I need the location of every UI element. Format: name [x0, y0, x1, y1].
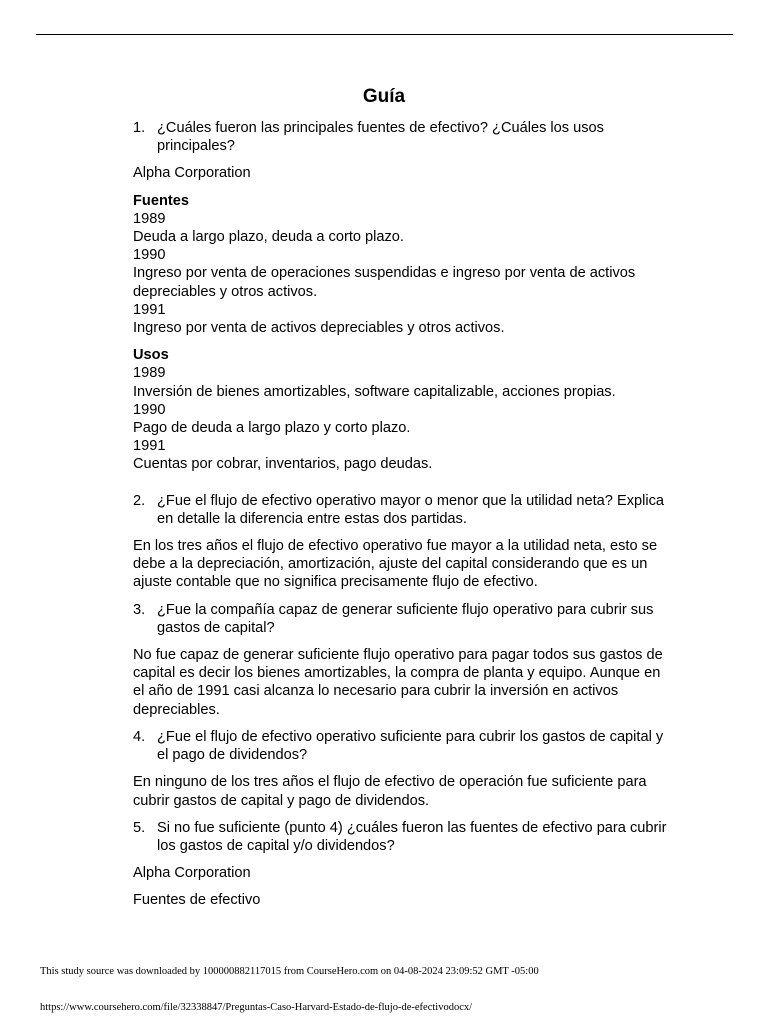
- usos-text-1991: Cuentas por cobrar, inventarios, pago deudas.: [133, 456, 433, 473]
- question-4: [133, 728, 673, 764]
- fuentes-heading: Fuentes: [133, 192, 189, 209]
- question-text: ¿Fue el flujo de efectivo operativo suficiente para cubrir los gastos de capital y el pago de dividendos?: [157, 728, 664, 764]
- question-number: 4.: [133, 728, 146, 745]
- question-text: ¿Cuáles fueron las principales fuentes de efectivo? ¿Cuáles los usos principales?: [157, 120, 604, 155]
- question-number: 2.: [133, 492, 146, 509]
- fuentes-de-efectivo-label: Fuentes de efectivo: [133, 892, 261, 909]
- usos-year-1989: 1989: [133, 365, 166, 382]
- fuentes-text-1990: Ingreso por venta de operaciones suspendidas e ingreso por venta de activos depreciables y otros activos.: [133, 265, 636, 300]
- question-text: ¿Fue la compañía capaz de generar suficiente flujo operativo para cubrir sus gastos de capital?: [157, 601, 654, 636]
- answer-4: En ninguno de los tres años el flujo de efectivo de operación fue suficiente para cubrir gastos de capital y pago de dividendos.: [133, 774, 647, 809]
- fuentes-text-1989: Deuda a largo plazo, deuda a corto plazo.: [133, 229, 404, 246]
- usos-text-1989: Inversión de bienes amortizables, software capitalizable, acciones propias.: [133, 383, 616, 400]
- question-number: 5.: [133, 819, 146, 836]
- usos-year-1991: 1991: [133, 438, 166, 455]
- question-5: [133, 819, 673, 855]
- fuentes-year-1989: 1989: [133, 210, 166, 227]
- answer-3: No fue capaz de generar suficiente flujo operativo para pagar todos sus gastos de capital es decir los bienes amortizables, la compra de planta y equipo. Aunque en el año de 1991 casi alcanza lo necesario para cubrir la inversión en activos depreciables.: [133, 647, 663, 718]
- usos-heading: Usos: [133, 347, 169, 364]
- source-url-link[interactable]: https://www.coursehero.com/file/32338847/Preguntas-Caso-Harvard-Estado-de-flujo-de-efectivodocx/: [40, 1002, 473, 1013]
- fuentes-text-1991: Ingreso por venta de activos depreciables y otros activos.: [133, 320, 505, 337]
- download-notice: This study source was downloaded by 100000882117015 from CourseHero.com on 04-08-2024 23:09:52 GMT -05:00: [40, 966, 539, 977]
- question-number: 1.: [133, 120, 146, 136]
- header-rule: [36, 34, 733, 35]
- usos-year-1990: 1990: [133, 401, 166, 418]
- question-number: 3.: [133, 601, 146, 618]
- document-body: [133, 119, 673, 910]
- company-name-2: Alpha Corporation: [133, 865, 251, 882]
- company-name: Alpha Corporation: [133, 165, 251, 182]
- question-text: Si no fue suficiente (punto 4) ¿cuáles fueron las fuentes de efectivo para cubrir los gastos de capital y/o dividendos?: [157, 819, 667, 854]
- question-2: [133, 492, 673, 528]
- fuentes-year-1991: 1991: [133, 301, 166, 318]
- question-3: [133, 601, 673, 637]
- usos-text-1990: Pago de deuda a largo plazo y corto plazo.: [133, 420, 411, 437]
- fuentes-year-1990: 1990: [133, 247, 166, 264]
- question-text: ¿Fue el flujo de efectivo operativo mayor o menor que la utilidad neta? Explica en detalle la diferencia entre estas dos partidas.: [157, 492, 665, 527]
- question-1: [133, 119, 673, 155]
- page-title: Guía: [362, 86, 406, 107]
- answer-2: En los tres años el flujo de efectivo operativo fue mayor a la utilidad neta, esto se debe a la depreciación, amortización, ajuste del capital considerando que es un ajuste contable que no significa precisamente flujo de efectivo.: [133, 538, 658, 591]
